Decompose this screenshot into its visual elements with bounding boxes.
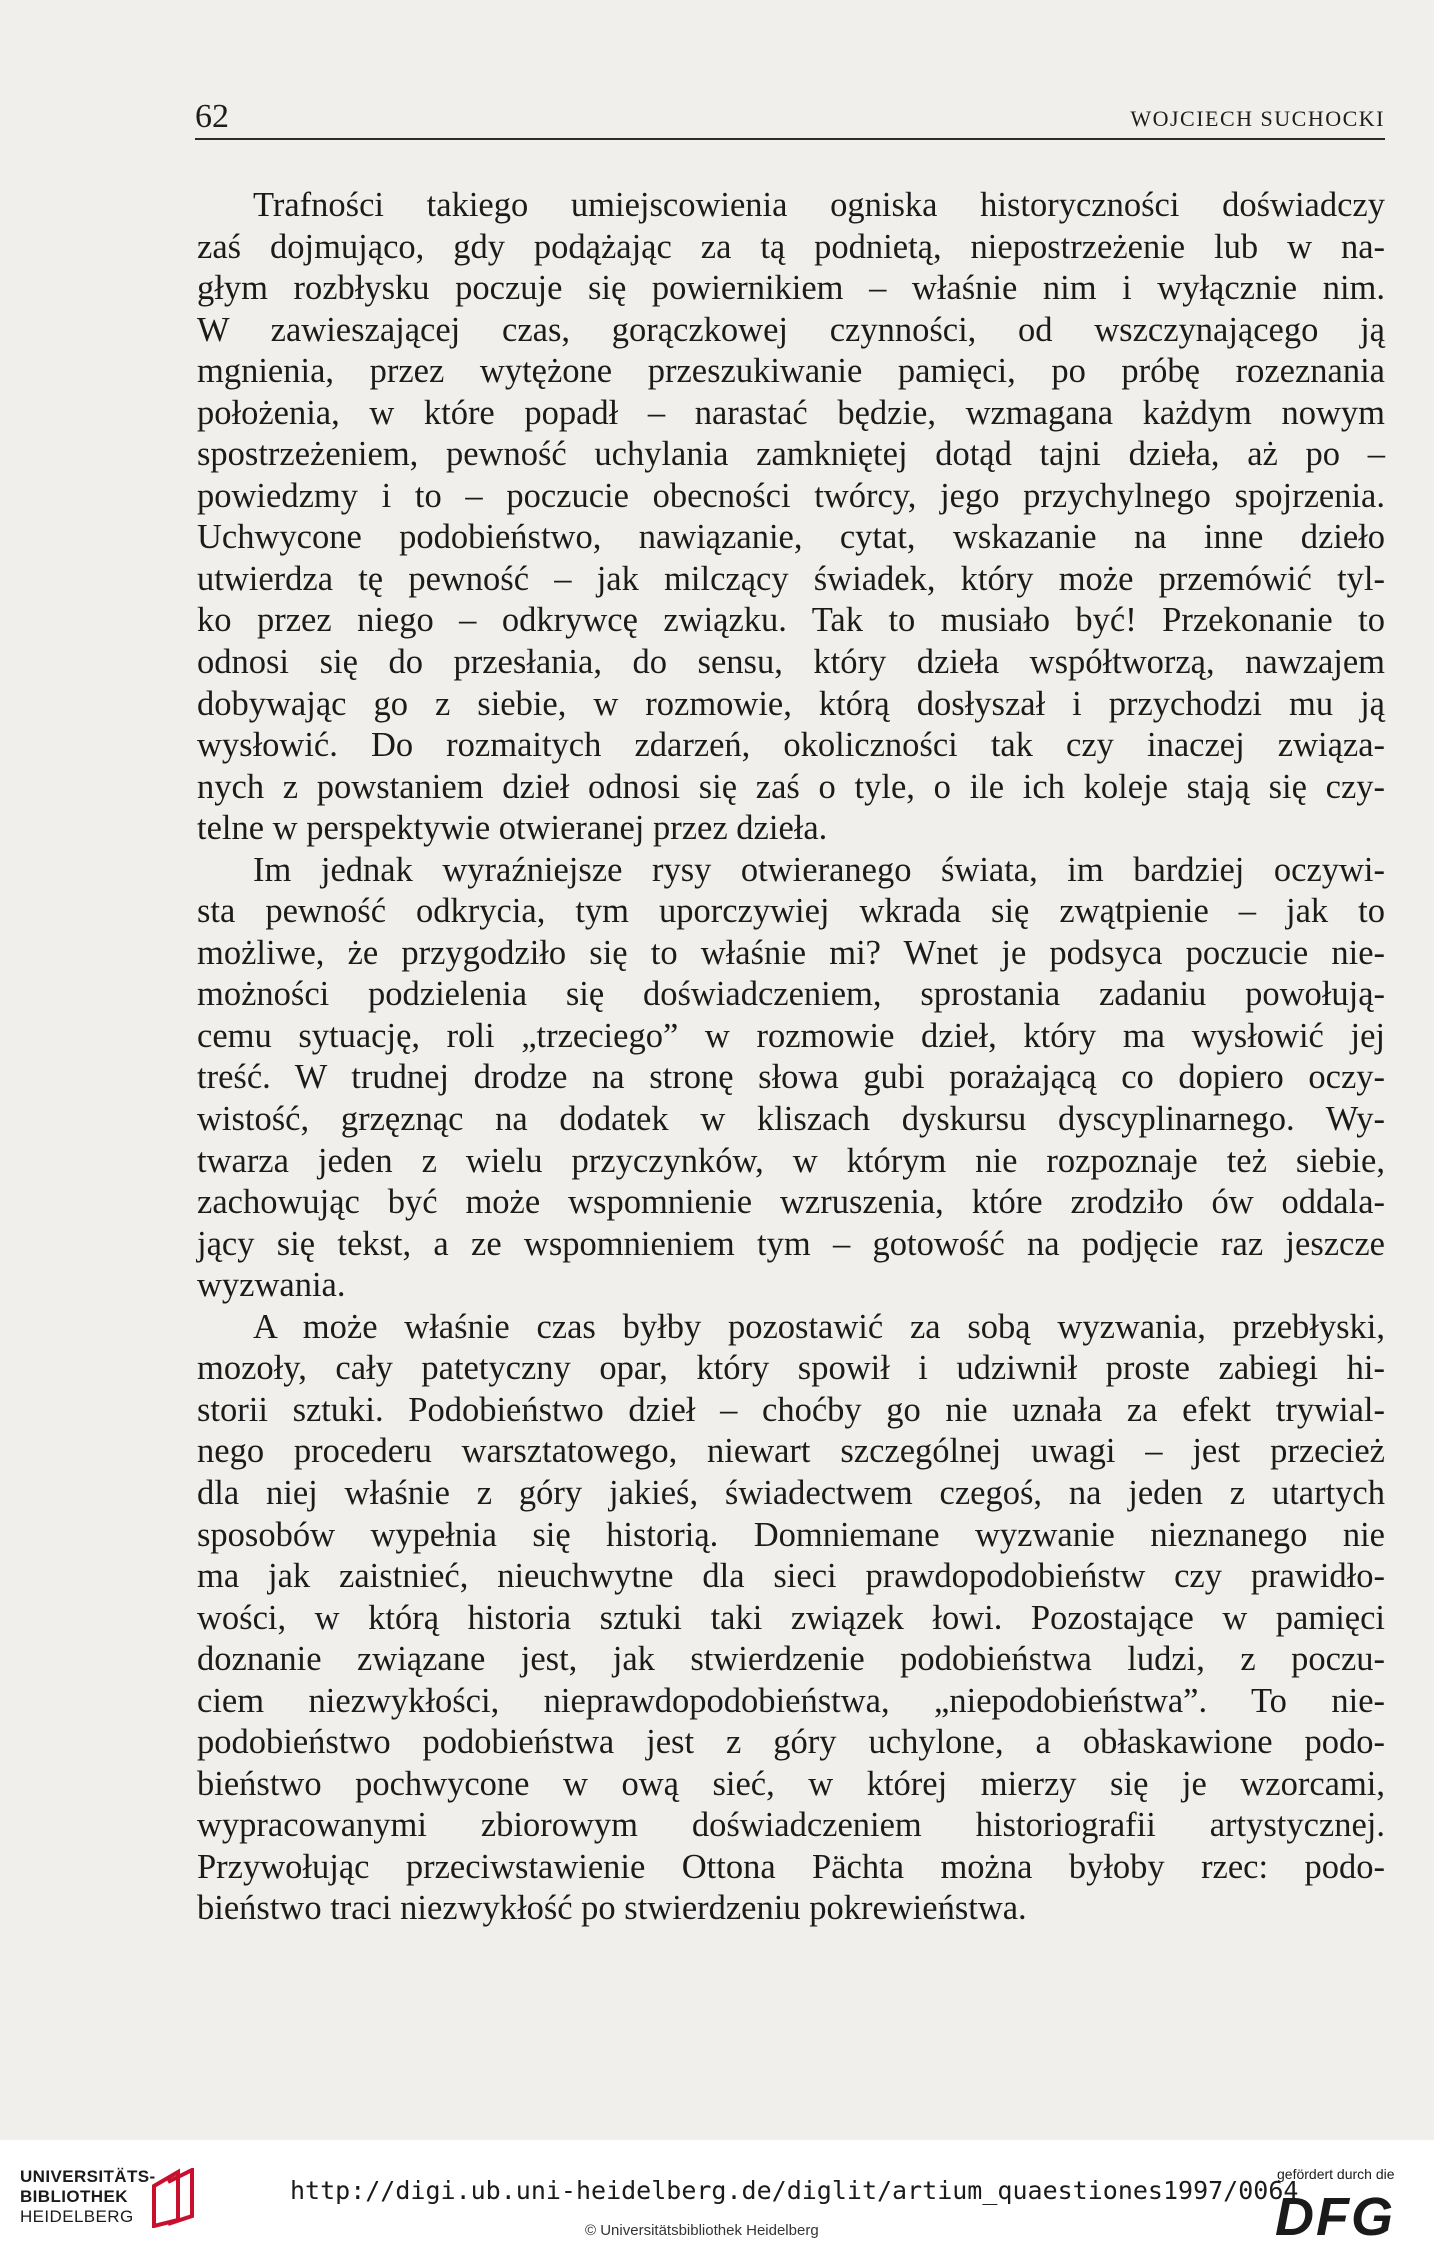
text-line: nych z powstaniem dzieł odnosi się zaś o tyle, o ile ich koleje stają się czy-	[197, 767, 1385, 806]
text-line: telne w perspektywie otwieranej przez dzieła.	[197, 809, 828, 848]
text-line: bieństwo pochwycone w ową sieć, w której mierzy się je wzorcami,	[197, 1764, 1385, 1803]
text-line: spostrzeżeniem, pewność uchylania zamkniętej dotąd tajni dzieła, aż po –	[197, 435, 1385, 474]
text-line: Przywołując przeciwstawienie Ottona Pächta można byłoby rzec: podo-	[197, 1847, 1385, 1886]
text-line: wyzwania.	[197, 1266, 346, 1305]
text-line: Uchwycone podobieństwo, nawiązanie, cytat, wskazanie na inne dzieło	[197, 518, 1385, 557]
text-line: mgnienia, przez wytężone przeszukiwanie pamięci, po próbę rozeznania	[197, 352, 1385, 391]
library-name-line: HEIDELBERG	[20, 2207, 134, 2226]
text-line: Im jednak wyraźniejsze rysy otwieranego świata, im bardziej oczywi-	[253, 850, 1385, 889]
body-text	[197, 185, 1385, 1930]
library-logo	[20, 2167, 156, 2227]
text-line: wysłowić. Do rozmaitych zdarzeń, okoliczności tak czy inaczej związa-	[197, 726, 1385, 765]
text-line: jący się tekst, a ze wspomnieniem tym – gotowość na podjęcie raz jeszcze	[197, 1224, 1385, 1263]
text-line: sta pewność odkrycia, tym uporczywiej wkrada się zwątpienie – jak to	[197, 892, 1385, 931]
library-name-line: UNIVERSITÄTS-	[20, 2167, 156, 2186]
text-line: możności podzielenia się doświadczeniem, sprostania zadaniu powołują-	[197, 975, 1385, 1014]
text-line: cemu sytuację, roli „trzeciego” w rozmowie dzieł, który ma wysłowić jej	[197, 1016, 1385, 1055]
text-line: dobywając go z siebie, w rozmowie, którą dosłyszał i przychodzi mu ją	[197, 684, 1385, 723]
running-head: WOJCIECH SUCHOCKI	[1130, 106, 1385, 131]
text-line: nego procederu warsztatowego, niewart szczególnej uwagi – jest przecież	[197, 1432, 1385, 1471]
text-line: storii sztuki. Podobieństwo dzieł – choćby go nie uznała za efekt trywial-	[197, 1390, 1385, 1429]
text-line: ma jak zaistnieć, nieuchwytne dla sieci prawdopodobieństw czy prawidło-	[197, 1557, 1385, 1596]
library-emblem-icon	[148, 2168, 200, 2228]
text-line: bieństwo traci niezwykłość po stwierdzeniu pokrewieństwa.	[197, 1889, 1027, 1928]
text-line: sposobów wypełnia się historią. Domniemane wyzwanie nieznanego nie	[197, 1515, 1385, 1554]
text-line: W zawieszającej czas, gorączkowej czynności, od wszczynającego ją	[197, 310, 1385, 349]
text-line: treść. W trudnej drodze na stronę słowa gubi porażającą co dopiero oczy-	[197, 1058, 1385, 1097]
text-line: Trafności takiego umiejscowienia ogniska historyczności doświadczy	[253, 186, 1385, 224]
text-line: wypracowanymi zbiorowym doświadczeniem historiografii artystycznej.	[197, 1806, 1385, 1845]
text-line: ko przez niego – odkrywcę związku. Tak to musiało być! Przekonanie to	[197, 601, 1385, 640]
text-line: głym rozbłysku poczuje się powiernikiem – właśnie nim i wyłącznie nim.	[197, 269, 1385, 308]
text-line: ciem niezwykłości, nieprawdopodobieństwa, „niepodobieństwa”. To nie-	[197, 1681, 1385, 1720]
text-line: możliwe, że przygodziło się to właśnie mi? Wnet je podsyca poczucie nie-	[197, 933, 1385, 972]
source-url-link[interactable]: http://digi.ub.uni-heidelberg.de/diglit/artium_quaestiones1997/0064	[290, 2176, 1299, 2205]
page-header	[195, 98, 1385, 140]
text-line: doznanie związane jest, jak stwierdzenie podobieństwa ludzi, z poczu-	[197, 1640, 1385, 1679]
text-line: dla niej właśnie z góry jakieś, świadectwem czegoś, na jeden z utartych	[197, 1473, 1385, 1512]
text-line: A może właśnie czas byłby pozostawić za sobą wyzwania, przebłyski,	[253, 1307, 1385, 1346]
text-line: zaś dojmująco, gdy podążając za tą podnietą, niepostrzeżenie lub w na-	[197, 227, 1385, 266]
copyright-notice: © Universitätsbibliothek Heidelberg	[585, 2222, 819, 2239]
page-number: 62	[195, 98, 229, 135]
text-line: powiedzmy i to – poczucie obecności twórcy, jego przychylnego spojrzenia.	[197, 476, 1385, 515]
text-line: odnosi się do przesłania, do sensu, który dzieła współtworzą, nawzajem	[197, 643, 1385, 682]
funding-caption: gefördert durch die	[1277, 2166, 1395, 2182]
text-line: twarza jeden z wielu przyczynków, w którym nie rozpoznaje też siebie,	[197, 1141, 1385, 1180]
library-name-line: BIBLIOTHEK	[20, 2187, 128, 2206]
text-line: położenia, w które popadł – narastać będzie, wzmagana każdym nowym	[197, 393, 1385, 432]
text-line: zachowując być może wspomnienie wzruszenia, które zrodziło ów oddala-	[197, 1183, 1385, 1222]
text-line: utwierdza tę pewność – jak milczący świadek, który może przemówić tyl-	[197, 559, 1385, 598]
text-line: wości, w którą historia sztuki taki związek łowi. Pozostające w pamięci	[197, 1598, 1385, 1637]
text-line: podobieństwo podobieństwa jest z góry uchylone, a obłaskawione podo-	[197, 1723, 1385, 1762]
text-line: wistość, grzęznąc na dodatek w kliszach dyskursu dyscyplinarnego. Wy-	[197, 1100, 1385, 1139]
footer	[0, 2140, 1434, 2259]
dfg-logo: DFG	[1275, 2187, 1395, 2247]
text-line: mozoły, cały patetyczny opar, który spowił i udziwnił proste zabiegi hi-	[197, 1349, 1385, 1388]
